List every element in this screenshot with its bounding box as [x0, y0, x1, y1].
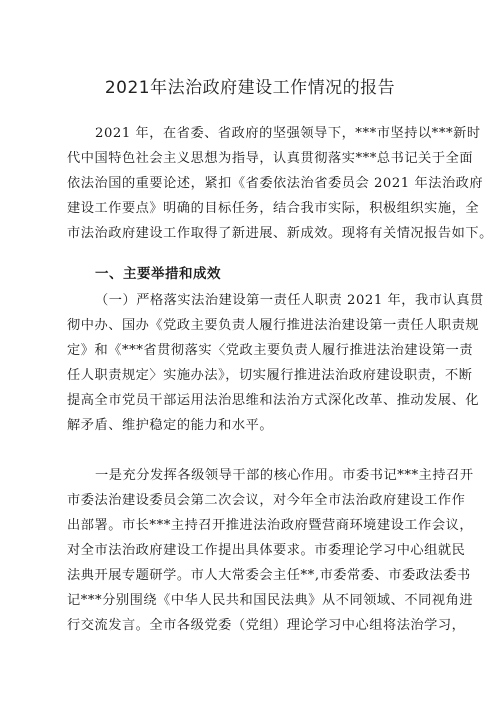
- text-line: 对全市法治政府建设工作提出具体要求。市委理论学习中心组就民: [67, 543, 466, 558]
- intro-paragraph: [67, 121, 493, 246]
- section2-paragraph: [67, 463, 474, 638]
- text-line: 法典开展专题研学。市人大常委会主任**,市委常委、市委政法委书: [67, 568, 471, 583]
- text-line: （一）严格落实法治建设第一责任人职责 2021 年，我市认真贯: [95, 293, 484, 308]
- text-line: 提高全市党员干部运用法治思维和法治方式深化改革、推动发展、化: [67, 393, 480, 408]
- section-heading: 一、主要举措和成效: [95, 266, 221, 282]
- section1-paragraph: [67, 288, 484, 438]
- text-line: 解矛盾、维护稳定的能力和水平。: [67, 418, 274, 433]
- text-line: 依法治国的重要论述，紧扣《省委依法治省委员会 2021 年法治政府: [67, 176, 484, 191]
- text-line: 任人职责规定〉实施办法》，切实履行推进法治政府建设职责，不断: [67, 368, 473, 383]
- document-title: 2021年法治政府建设工作情况的报告: [104, 78, 396, 98]
- text-line: 建设工作要点》明确的目标任务，结合我市实际，积极组织实施，全: [67, 201, 480, 216]
- text-line: 代中国特色社会主义思想为指导，认真贯彻落实***总书记关于全面: [67, 151, 474, 166]
- text-line: 出部署。市长***主持召开推进法治政府暨营商环境建设工作会议，: [67, 518, 474, 533]
- text-line: 2021 年，在省委、省政府的坚强领导下，***市坚持以***新时: [95, 126, 481, 141]
- text-line: 市法治政府建设工作取得了新进展、新成效。现将有关情况报告如下。: [67, 226, 493, 241]
- text-line: 记***分别围绕《中华人民共和国民法典》从不同领域、不同视角进: [67, 593, 474, 608]
- text-line: 定》和《***省贯彻落实〈党政主要负责人履行推进法治建设第一责: [67, 343, 474, 358]
- text-line: 彻中办、国办《党政主要负责人履行推进法治建设第一责任人职责规: [67, 318, 480, 333]
- text-line: 行交流发言。全市各级党委（党组）理论学习中心组将法治学习，: [67, 618, 466, 633]
- text-line: 一是充分发挥各级领导干部的核心作用。市委书记***主持召开: [95, 468, 474, 483]
- text-line: 市委法治建设委员会第二次会议，对今年全市法治政府建设工作作: [67, 493, 466, 508]
